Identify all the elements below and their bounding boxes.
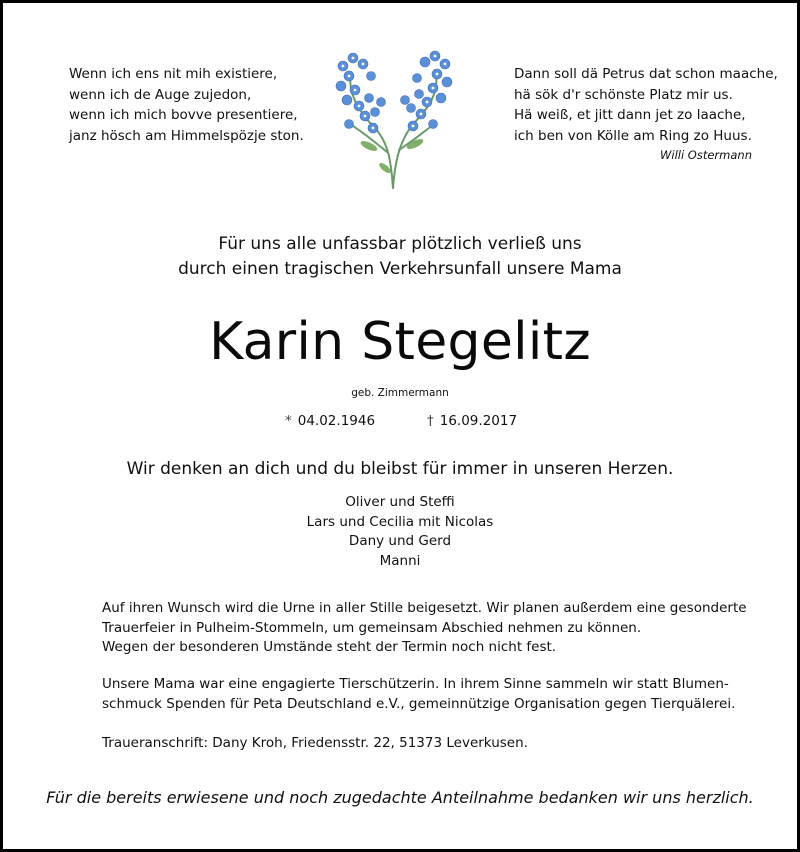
forget-me-not-heart-icon: [329, 42, 457, 192]
paragraph-line: Unsere Mama war eine engagierte Tierschützerin. In ihrem Sinne sammeln wir statt Blumen-: [102, 676, 729, 692]
thanks-line: Für die bereits erwiesene und noch zugedachte Anteilnahme bedanken wir uns herzlich.: [46, 788, 754, 807]
poem-line: ich ben von Kölle am Ring zo Huus.: [514, 127, 752, 144]
donation-paragraph: [102, 675, 735, 714]
poem-line: Wenn ich ens nit mih existiere,: [69, 66, 278, 82]
birth-date-value: 04.02.1946: [297, 413, 376, 429]
intro-line: durch einen tragischen Verkehrsunfall unsere Mama: [178, 259, 622, 279]
poem-line: wenn ich de Auge zujedon,: [69, 86, 252, 103]
deceased-name: Karin Stegelitz: [209, 312, 591, 372]
poem-line: hä sök d'r schönste Platz mir us.: [514, 86, 733, 103]
poem-line: janz hösch am Himmelspözje ston.: [69, 127, 304, 144]
poem-line: Hä weiß, et jitt dann jet zo laache,: [514, 107, 746, 123]
birth-date: [285, 413, 375, 429]
death-date: [427, 413, 517, 429]
maiden-name: geb. Zimmermann: [351, 387, 449, 399]
mourner: Manni: [379, 552, 421, 569]
mourner: Dany und Gerd: [348, 533, 452, 549]
paragraph-line: Wegen der besonderen Umstände steht der Termin noch nicht fest.: [102, 639, 557, 655]
intro-line: Für uns alle unfassbar plötzlich verließ uns: [218, 234, 582, 254]
poem-line: wenn ich mich bovve presentiere,: [69, 107, 298, 123]
death-date-value: 16.09.2017: [439, 413, 518, 429]
birth-star-icon: *: [285, 413, 292, 429]
burial-paragraph: [102, 599, 747, 658]
mourners-list: [0, 493, 800, 571]
death-cross-icon: †: [427, 413, 434, 429]
paragraph-line: Trauerfeier in Pulheim-Stommeln, um gemeinsam Abschied nehmen zu können.: [102, 619, 642, 636]
paragraph-line: Auf ihren Wunsch wird die Urne in aller Stille beigesetzt. Wir planen außerdem eine gesonderte: [102, 600, 747, 616]
poem-author: Willi Ostermann: [660, 148, 752, 162]
poem-line: Dann soll dä Petrus dat schon maache,: [514, 66, 778, 82]
paragraph-line: schmuck Spenden für Peta Deutschland e.V., gemeinnützige Organisation gegen Tierquälerei.: [102, 695, 736, 712]
mourner: Oliver und Steffi: [345, 494, 455, 510]
mourner: Lars und Cecilia mit Nicolas: [306, 513, 494, 530]
mourning-address: Traueranschrift: Dany Kroh, Friedensstr. 22, 51373 Leverkusen.: [102, 735, 528, 751]
intro-text: [0, 232, 800, 282]
poem-right: [514, 64, 778, 146]
poem-left: [69, 64, 304, 146]
motto: Wir denken an dich und du bleibst für immer in unseren Herzen.: [126, 459, 674, 479]
